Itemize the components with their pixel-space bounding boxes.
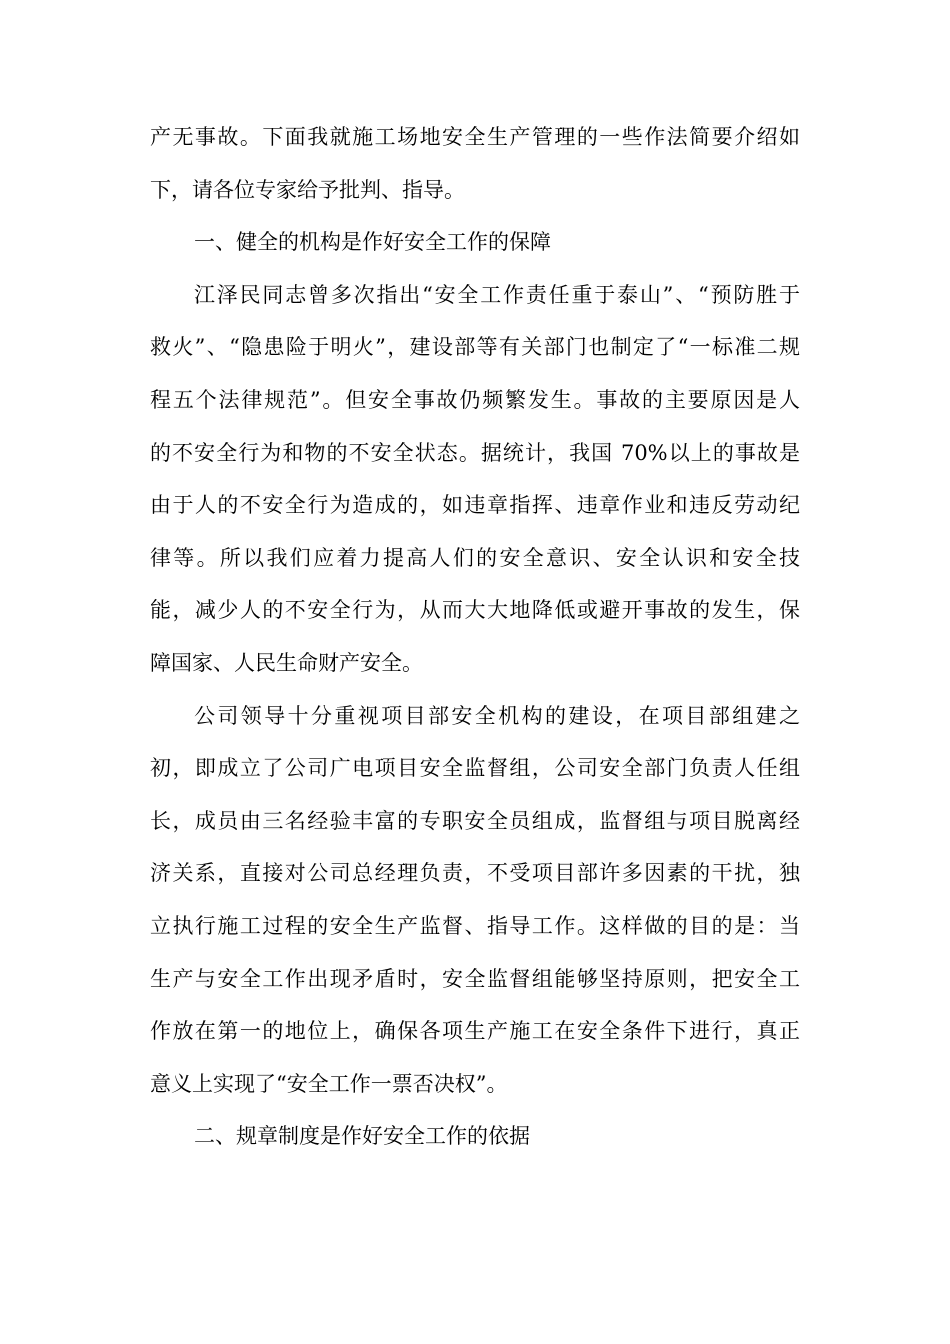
document-text-line: 江泽民同志曾多次指出“安全工作责任重于泰山”、“预防胜于 [194, 282, 800, 307]
document-text-line: 下，请各位专家给予批判、指导。 [150, 177, 465, 202]
document-text-line: 产无事故。下面我就施工场地安全生产管理的一些作法简要介绍如 [150, 125, 800, 149]
document-text-line: 能，减少人的不安全行为，从而大大地降低或避开事故的发生，保 [150, 598, 800, 623]
document-text-line: 一、健全的机构是作好安全工作的保障 [194, 230, 551, 255]
document-text-line: 由于人的不安全行为造成的，如违章指挥、违章作业和违反劳动纪 [150, 493, 800, 518]
document-text-line: 长，成员由三名经验丰富的专职安全员组成，监督组与项目脱离经 [150, 808, 800, 833]
document-text-line: 生产与安全工作出现矛盾时，安全监督组能够坚持原则，把安全工 [150, 966, 800, 991]
document-text-line: 律等。所以我们应着力提高人们的安全意识、安全认识和安全技 [150, 545, 800, 570]
document-text-line: 初，即成立了公司广电项目安全监督组，公司安全部门负责人任组 [150, 756, 800, 781]
document-page [150, 111, 800, 1163]
document-text-line: 的不安全行为和物的不安全状态。据统计，我国 70%以上的事故是 [150, 440, 800, 465]
document-text-line: 立执行施工过程的安全生产监督、指导工作。这样做的目的是：当 [150, 913, 800, 938]
document-text-line: 公司领导十分重视项目部安全机构的建设，在项目部组建之 [194, 703, 800, 728]
document-text-line: 济关系，直接对公司总经理负责，不受项目部许多因素的干扰，独 [150, 861, 800, 886]
document-text-line: 救火”、“隐患险于明火”，建设部等有关部门也制定了“一标准二规 [150, 335, 800, 360]
document-text-line: 意义上实现了“安全工作一票否决权”。 [150, 1071, 508, 1096]
document-text-line: 二、规章制度是作好安全工作的依据 [194, 1124, 530, 1149]
document-text-line: 程五个法律规范”。但安全事故仍频繁发生。事故的主要原因是人 [150, 387, 800, 412]
document-body [150, 111, 800, 1163]
document-text-line: 作放在第一的地位上，确保各项生产施工在安全条件下进行，真正 [150, 1019, 800, 1044]
document-text-line: 障国家、人民生命财产安全。 [150, 650, 423, 675]
